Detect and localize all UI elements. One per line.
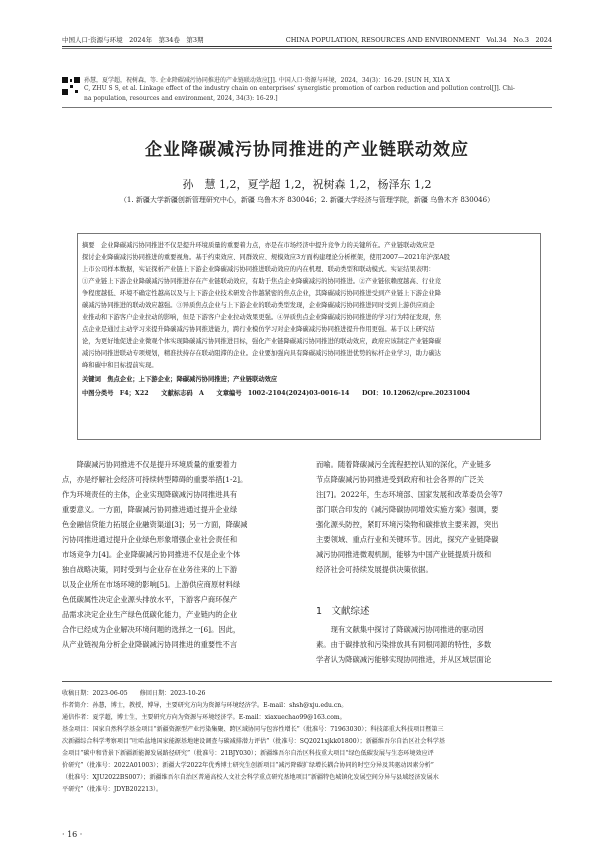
keywords: 关键词 焦点企业；上下游企业；降碳减污协同推进；产业链联动效应 [82, 376, 278, 383]
body-line: 强化源头防控，紧盯环境污染物和碳排放主要来源，突出 [316, 520, 499, 529]
section-heading: 1 文献综述 [316, 606, 370, 617]
body-line: 市场竞争力[4]。企业降碳减污协同推进不仅是企业个体 [62, 550, 241, 559]
classification-line: 中图分类号 F4；X22 文献标志码 A 文章编号 1002-2104(2024)03-0016-14 DOI：10.12062/cpre.20231004 [82, 390, 471, 397]
abstract-line: 探讨企业降碳减污协同推进的重要视角。基于约束效应、同群效应、规模效应3方面构建理论分析框架，使用2007—2021年沪深A股 [82, 254, 451, 261]
body-line: 主要领域、重点行业和关键环节。因此，探究产业链降碳 [316, 535, 499, 544]
abstract-line: 峰和碳中和目标提前实现。 [82, 362, 158, 369]
body-line: 作为环境责任的主体，企业实现降碳减污协同推进具有 [62, 490, 238, 499]
abstract-line: ①产业链上下游企业降碳减污协同推进存在产业链联动效应，有助于焦点企业降碳减污的协同推进。②产业链依赖度越高、行业竞 [82, 278, 441, 285]
footnote-line: （批准号：XJU2022BS007）；新疆维吾尔自治区普通高校人文社会科学重点研究基地项目“新疆特色城镇化发展空间分异与县域经济发展水 [62, 774, 439, 781]
header-rule-thin [62, 48, 552, 49]
body-line: 污协同推进通过提升企业绿色形象增强企业社会责任和 [62, 535, 238, 544]
article-title: 企业降碳减污协同推进的产业链联动效应 [145, 140, 469, 160]
abstract-line: 碳减污协同推进的联动效应越强。③异质焦点企业与上下游企业的联动类型发现，企业降碳减污协同推进同时受到上游供应商企 [82, 302, 435, 309]
body-line: 品需求决定企业生产绿色低碳化能力，产业链内的企业 [62, 610, 238, 619]
citation-line: 孙慧，夏学超，祝树森，等. 企业降碳减污协同推进的产业链联动效应[J]. 中国人口·资源与环境，2024，34(3)：16-29. [SUN H, XIA X [84, 77, 451, 84]
body-line: 部门联合印发的《减污降碳协同增效实施方案》强调，要 [316, 505, 499, 514]
footnote-line: 次新疆综合科学考察项目“吐哈盆地国家能源基地建设调查与碳减排潜力评估”（批准号：SQ2021xjkk01800）；新疆维吾尔自治区社会科学基 [62, 738, 445, 745]
body-line: 素。由于碳排放和污染排放具有同根同源的特性，多数 [316, 640, 492, 649]
abstract-line: 业推动和下游客户企业拉动的影响，但是下游客户企业拉动效果更强。④异质焦点企业降碳减污协同推进的学习行为特征发现，焦 [82, 314, 441, 321]
footnote-rule [62, 681, 552, 682]
article-authors: 孙 慧 1,2，夏学超 1,2，祝树森 1,2，杨泽东 1,2 [182, 178, 432, 191]
abstract-line: 减污协同推进联动专项规划，精准扶持存在联动阻滞的企业。企业要加强向具有降碳减污协同推进优势的标杆企业学习，助力碳达 [82, 350, 441, 357]
body-line: 色金融信贷能力拓展企业融资渠道[3]；另一方面，降碳减 [62, 520, 248, 529]
footnote-line: 作者简介：孙慧，博士，教授，博导，主要研究方向为资源与环境经济学。E-mail：shsh@xju.edu.cn。 [62, 702, 348, 709]
body-line: 从产业链视角分析企业降碳减污协同推进的重要性不言 [62, 640, 238, 649]
body-line: 学者认为降碳减污能够实现协同推进，并从区域层面论 [316, 655, 492, 664]
running-header-right: CHINA POPULATION, RESOURCES AND ENVIRONMENT Vol.34 No.3 2024 [285, 36, 552, 44]
body-line: 色低碳属性决定企业源头排放水平，下游客户商环保产 [62, 595, 238, 604]
footnote-line: 收稿日期：2023-06-05 修回日期：2023-10-26 [62, 690, 206, 697]
citation-line: na population, resources and environment, 2024, 34(3): 16-29.] [84, 95, 278, 102]
abstract-line: 摘要 企业降碳减污协同推进不仅是提升环境质量的重要着力点，亦是在市场经济中提升竞争力的关键所在。产业链联动效应是 [82, 242, 435, 249]
body-line: 降碳减污协同推进不仅是提升环境质量的重要着力 [62, 460, 238, 469]
footnote-line: 价研究”（批准号：2022A01003）；新疆大学2022年优秀博士研究生创新项目“减污降碳扩绿增长耦合协同的时空分异及其驱动因素分析” [62, 762, 434, 769]
body-line: 重要意义。一方面，降碳减污协同推进通过提升企业绿 [62, 505, 238, 514]
body-line: 以及企业所在市场环境的影响[5]。上游供应商原材料绿 [62, 580, 241, 589]
body-line: 减污协同推进微观机制，能够为中国产业链提质升级和 [316, 550, 492, 559]
body-line: 而喻。随着降碳减污全流程把控认知的深化，产业链多 [316, 460, 492, 469]
page-number: · 16 · [62, 830, 83, 839]
body-line: 经济社会可持续发展提供决策依据。 [316, 565, 433, 574]
article-affiliations: （1. 新疆大学新疆创新管理研究中心，新疆 乌鲁木齐 830046；2. 新疆大学经济与管理学院，新疆 乌鲁木齐 830046） [119, 196, 495, 204]
body-line: 现有文献集中探讨了降碳减污协同推进的驱动因 [316, 625, 484, 634]
body-line: 点，亦是纾解社会经济可持续转型障碍的重要举措[1-2]。 [62, 475, 248, 484]
footnote-line: 平研究”（批准号：JDYB202213）。 [62, 786, 163, 793]
footnote-line: 通信作者：夏学超，博士生，主要研究方向为资源与环境经济学。E-mail：xiaxuechao99@163.com。 [62, 714, 346, 721]
header-rule [62, 46, 552, 47]
body-line: 注[7]。2022年，生态环境部、国家发展和改革委员会等7 [316, 490, 503, 499]
footnote-line: 金项目“碳中和背景下新疆新能源发展路径研究”（批准号：21BJY030）；新疆维吾尔自治区科技重大项目“绿色低碳发展与生态环境效应评 [62, 750, 434, 757]
abstract-line: 论，为更好地促进企业微观个体实现降碳减污协同推进目标，强化产业链降碳减污协同推进的联动效应，政府应该制定产业链降碳 [82, 338, 441, 345]
body-line: 节点降碳减污协同推进受到政府和社会各界的广泛关 [316, 475, 484, 484]
abstract-line: 争程度越低、环境不确定性越高以及与上下游企业技术研发合作越紧密的焦点企业，其降碳减污协同推进受到产业链上下游企业降 [82, 290, 441, 297]
citation-line: C, ZHU S S, et al. Linkage effect of the industry chain on enterprises' synergistic promotion of carbon reduction and pollution control[J]. Chi- [84, 85, 515, 92]
citation-rule [62, 107, 552, 108]
running-header-left: 中国人口·资源与环境 2024年 第34卷 第3期 [62, 36, 204, 44]
abstract-line: 上市公司样本数据，实证探析产业链上下游企业降碳减污协同推进联动效应的内在机理、联动类型和联动模式。实证结果表明： [82, 266, 435, 273]
abstract-line: 点企业是通过主动学习来提升降碳减污协同推进能力，跨行业模仿学习对企业降碳减污协同推进提升作用更强。基于以上研究结 [82, 326, 435, 333]
body-line: 独自战略决策，同时受到与企业存在业务往来的上下游 [62, 565, 238, 574]
body-line: 合作已经成为企业解决环境问题的选择之一[6]。因此， [62, 625, 241, 634]
qr-code-icon [62, 77, 80, 95]
footnote-line: 基金项目：国家自然科学基金项目“新疆资源型产业污染集聚、跨区域协同与包容性增长”（批准号：71963030）；科技部重大科技项目暨第三 [62, 726, 444, 733]
